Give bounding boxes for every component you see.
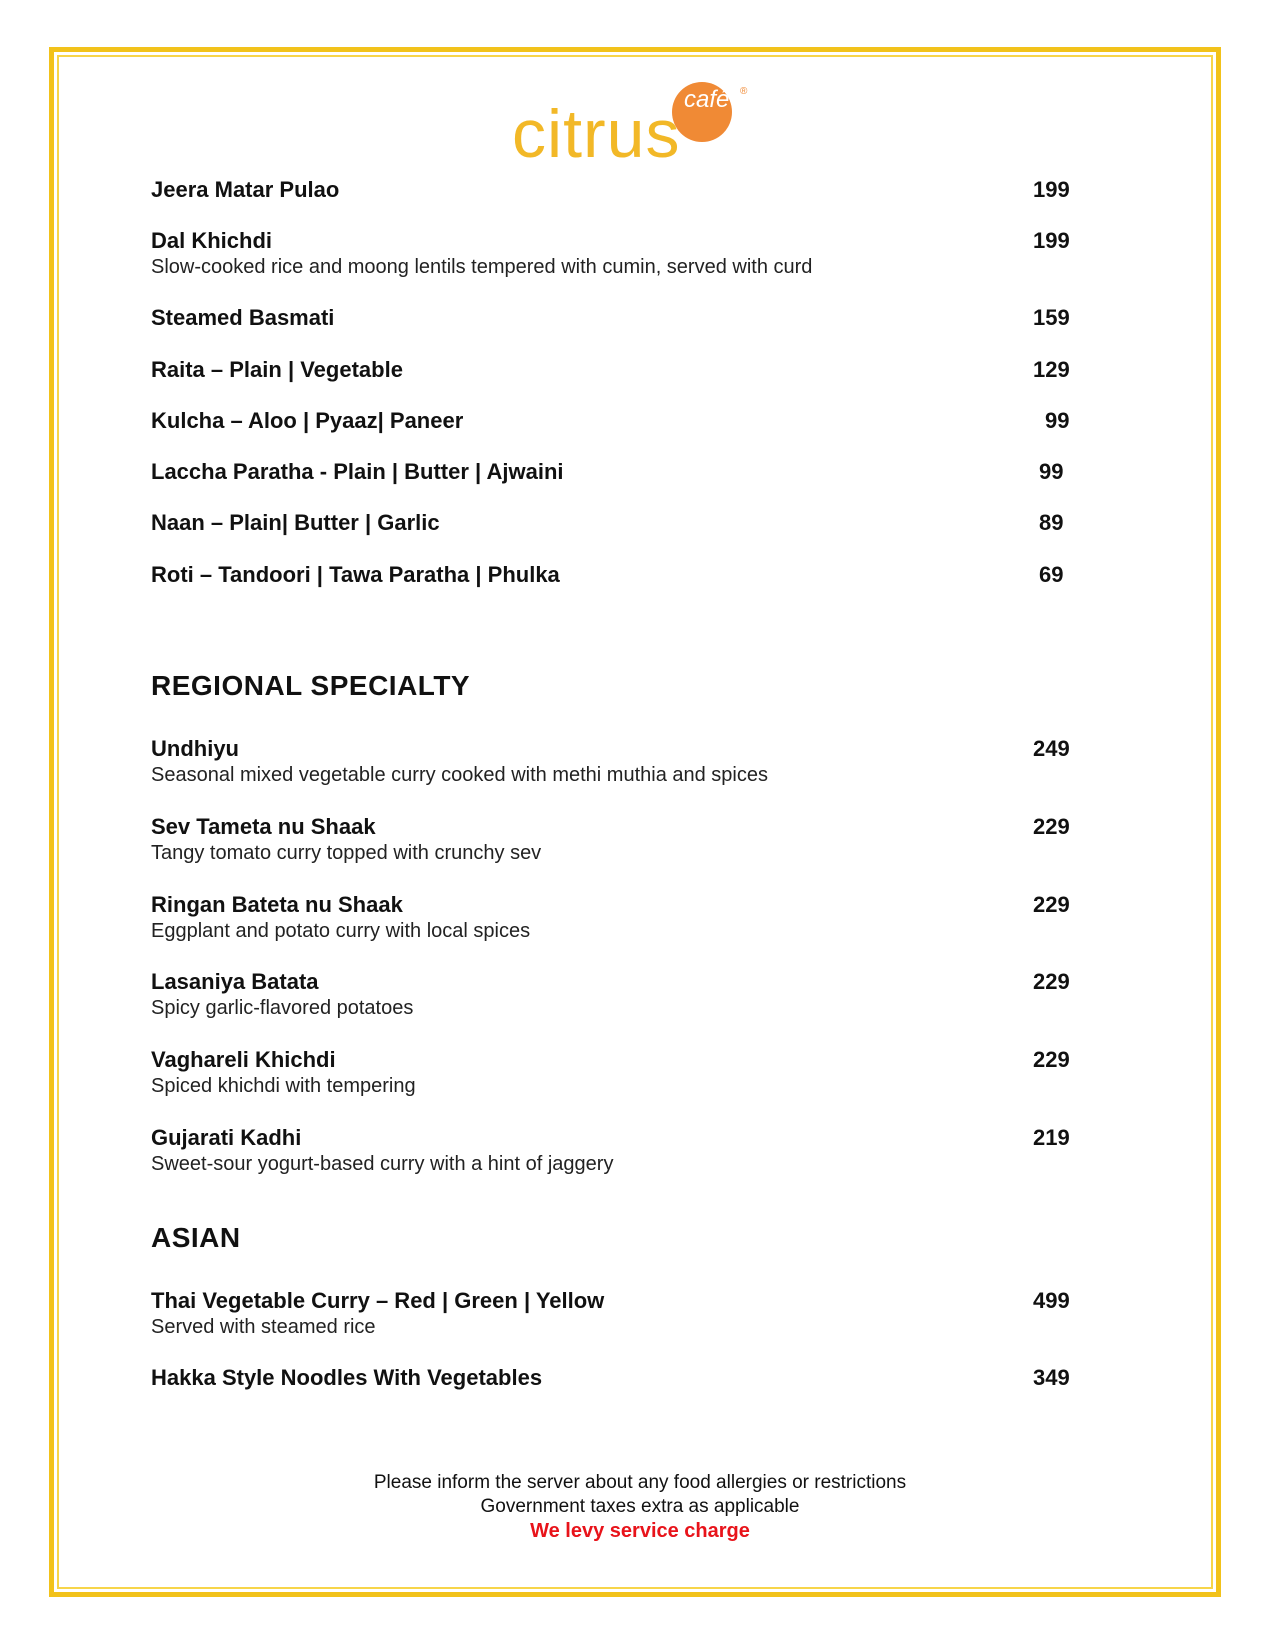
section-heading-regional: REGIONAL SPECIALTY: [151, 670, 471, 701]
item-name: Laccha Paratha - Plain | Butter | Ajwaini: [151, 459, 564, 484]
item-name: Naan – Plain| Butter | Garlic: [151, 510, 440, 535]
item-description: Spicy garlic-flavored potatoes: [151, 997, 414, 1019]
item-name: Hakka Style Noodles With Vegetables: [151, 1365, 543, 1390]
menu-item: [151, 892, 1101, 944]
item-name: Jeera Matar Pulao: [151, 177, 340, 202]
menu-item: [151, 305, 1101, 331]
item-price: 249: [1033, 736, 1070, 761]
item-name: Roti – Tandoori | Tawa Paratha | Phulka: [151, 562, 560, 587]
menu-item: [151, 814, 1101, 866]
logo-cafe-text: café: [684, 86, 730, 113]
menu-item: [151, 562, 1101, 588]
item-price: 99: [1039, 459, 1064, 484]
service-charge-notice: We levy service charge: [530, 1520, 750, 1542]
item-price: 229: [1033, 1047, 1070, 1072]
item-name: Undhiyu: [151, 736, 239, 761]
logo-registered-mark: ®: [740, 86, 748, 97]
item-description: Eggplant and potato curry with local spices: [151, 920, 531, 942]
item-price: 129: [1033, 357, 1070, 382]
menu-item: [151, 969, 1101, 1021]
item-price: 199: [1033, 228, 1070, 253]
logo-citrus-text: citrus: [512, 96, 681, 172]
item-price: 499: [1033, 1288, 1070, 1313]
item-name: Sev Tameta nu Shaak: [151, 814, 376, 839]
item-price: 229: [1033, 814, 1070, 839]
menu-item: [151, 1288, 1101, 1340]
item-name: Steamed Basmati: [151, 305, 335, 330]
item-name: Gujarati Kadhi: [151, 1125, 302, 1150]
item-price: 159: [1033, 305, 1070, 330]
item-description: Slow-cooked rice and moong lentils tempered with cumin, served with curd: [151, 256, 813, 278]
tax-notice: Government taxes extra as applicable: [480, 1496, 800, 1517]
section-heading-asian: ASIAN: [151, 1222, 241, 1253]
item-name: Thai Vegetable Curry – Red | Green | Yellow: [151, 1288, 605, 1313]
item-name: Raita – Plain | Vegetable: [151, 357, 403, 382]
item-price: 349: [1033, 1365, 1070, 1390]
item-price: 199: [1033, 177, 1070, 202]
menu-item: [151, 408, 1101, 434]
item-description: Seasonal mixed vegetable curry cooked with methi muthia and spices: [151, 764, 768, 786]
item-name: Vaghareli Khichdi: [151, 1047, 336, 1072]
menu-item: [151, 1125, 1101, 1177]
menu-item: [151, 736, 1101, 788]
item-price: 99: [1045, 408, 1070, 433]
item-price: 229: [1033, 892, 1070, 917]
item-description: Spiced khichdi with tempering: [151, 1075, 416, 1097]
item-price: 219: [1033, 1125, 1070, 1150]
menu-item: [151, 228, 1101, 280]
item-description: Sweet-sour yogurt-based curry with a hint of jaggery: [151, 1153, 614, 1175]
item-name: Ringan Bateta nu Shaak: [151, 892, 403, 917]
menu-item: [151, 459, 1101, 485]
menu-item: [151, 1365, 1101, 1391]
item-description: Tangy tomato curry topped with crunchy sev: [151, 842, 542, 864]
item-name: Dal Khichdi: [151, 228, 273, 253]
item-name: Kulcha – Aloo | Pyaaz| Paneer: [151, 408, 464, 433]
menu-item: [151, 357, 1101, 383]
allergy-notice: Please inform the server about any food allergies or restrictions: [373, 1472, 907, 1493]
item-name: Lasaniya Batata: [151, 969, 319, 994]
item-price: 229: [1033, 969, 1070, 994]
item-price: 69: [1039, 562, 1064, 587]
citrus-cafe-logo: [512, 72, 762, 172]
menu-item: [151, 1047, 1101, 1099]
menu-item: [151, 177, 1101, 203]
menu-footer: [300, 1471, 980, 1543]
item-price: 89: [1039, 510, 1064, 535]
item-description: Served with steamed rice: [151, 1316, 376, 1338]
menu-item: [151, 510, 1101, 536]
